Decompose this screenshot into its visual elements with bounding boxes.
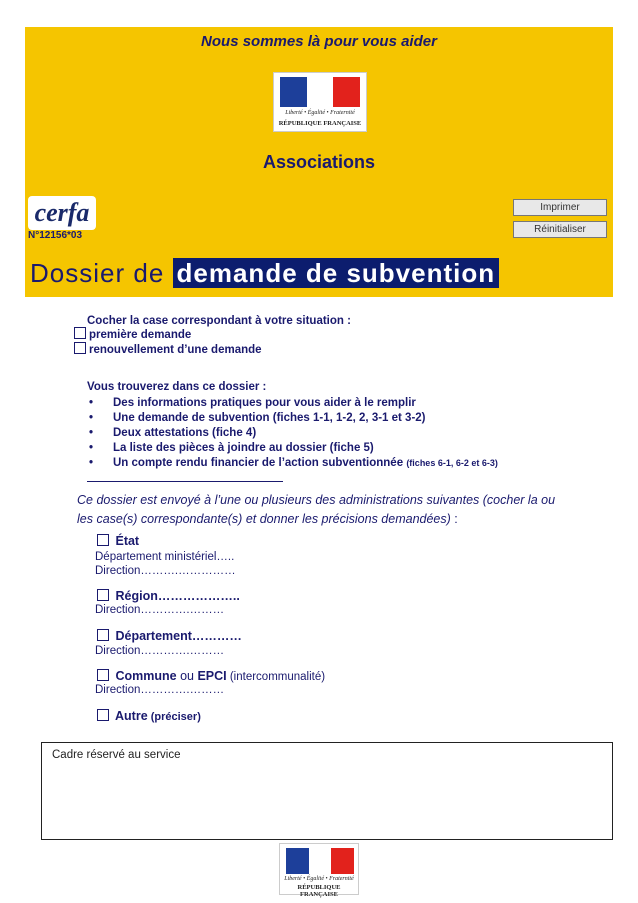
reserved-service-box [41,742,613,840]
list-item: • Un compte rendu financier de l’action subventionnée (fiches 6-1, 6-2 et 6-3) [89,457,498,469]
print-button[interactable]: Imprimer [513,199,607,216]
list-item: • La liste des pièces à joindre au dossier (fiche 5) [89,442,374,454]
commune-direction-line[interactable]: Direction………….……… [95,684,225,696]
instructions-text: Ce dossier est envoyé à l’une ou plusieurs des administrations suivantes (cocher la ou les case(s) correspondante(s) et donner les précisions demandées) : [77,493,556,526]
document-title [30,258,499,289]
list-item: • Une demande de subvention (fiches 1-1, 1-2, 2, 3-1 et 3-2) [89,412,426,424]
region-direction-line[interactable]: Direction………….……… [95,604,225,616]
admin-commune: Commune ou EPCI (intercommunalité) [97,669,325,683]
list-item: • Des informations pratiques pour vous aider à le remplir [89,397,416,409]
admin-departement: Département………… [97,629,242,643]
divider [87,481,283,482]
admin-region: Région……………….. [97,589,240,603]
departement-checkbox[interactable] [97,629,109,641]
admin-autre: Autre (préciser) [97,709,201,723]
situation-prompt: Cocher la case correspondant à votre situation : [87,315,351,327]
option-first-request: première demande [74,327,191,341]
tricolore-flag-icon [286,848,354,874]
list-item: • Deux attestations (fiche 4) [89,427,257,439]
commune-checkbox[interactable] [97,669,109,681]
reserved-service-label: Cadre réservé au service [52,749,181,761]
renewal-checkbox[interactable] [74,342,86,354]
first-request-checkbox[interactable] [74,327,86,339]
etat-direction-line[interactable]: Direction……….…………… [95,565,236,577]
republique-francaise-logo [273,72,367,132]
cerfa-logo: cerfa [28,196,96,230]
title-highlight: demande de subvention [173,258,500,288]
departement-direction-line[interactable]: Direction………….……… [95,645,225,657]
etat-ministry-line[interactable]: Département ministériel….. [95,551,235,563]
tricolore-flag-icon [280,77,360,107]
option-renewal: renouvellement d’une demande [74,342,262,356]
logo-motto: Liberté • Égalité • Fraternité [285,110,355,116]
admin-etat: État [97,534,139,548]
header-tagline: Nous sommes là pour vous aider [201,33,437,50]
cerfa-number: N°12156*03 [28,230,83,241]
contents-intro: Vous trouverez dans ce dossier : [87,381,267,393]
autre-checkbox[interactable] [97,709,109,721]
reset-button[interactable]: Réinitialiser [513,221,607,238]
title-prefix: Dossier de [30,258,165,288]
republique-francaise-logo-bottom: Liberté • Égalité • Fraternité RÉPUBLIQUE FRANÇAISE [279,843,359,895]
region-checkbox[interactable] [97,589,109,601]
etat-checkbox[interactable] [97,534,109,546]
logo-rf-text: RÉPUBLIQUE FRANÇAISE [278,120,362,127]
section-title: Associations [262,152,376,172]
